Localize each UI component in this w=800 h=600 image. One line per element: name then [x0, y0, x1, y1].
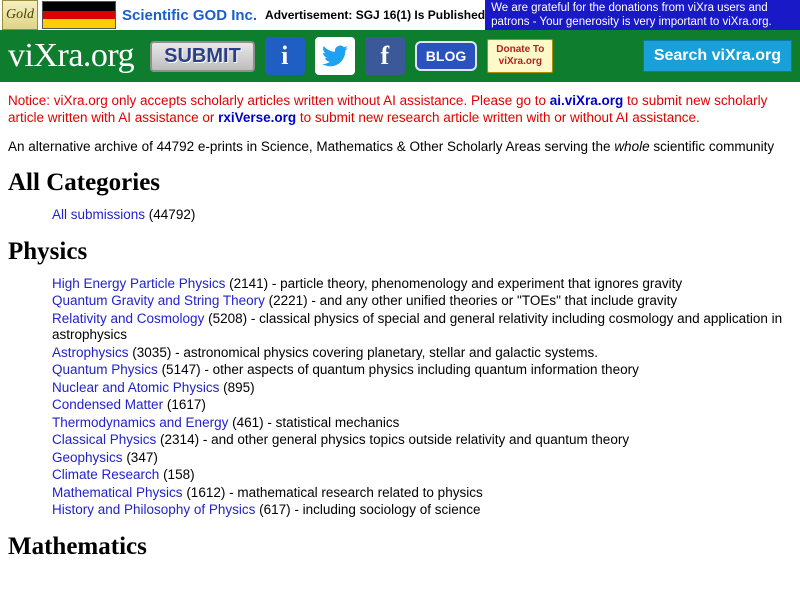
category-count: (461)	[232, 414, 264, 430]
info-icon[interactable]: i	[265, 37, 305, 75]
category-link-nuclear-and-atomic-physics[interactable]: Nuclear and Atomic Physics	[52, 379, 220, 395]
section-heading-physics: Physics	[8, 237, 88, 265]
donate-line-2: viXra.org	[498, 56, 542, 67]
category-desc: - and other general physics topics outside relativity and quantum theory	[199, 432, 630, 447]
category-count: (2221)	[268, 293, 308, 308]
category-list-all	[52, 207, 792, 224]
category-count: (5147)	[161, 362, 201, 377]
category-count: (5208)	[208, 310, 248, 326]
category-link-quantum-gravity-and-string-theory[interactable]: Quantum Gravity and String Theory	[52, 293, 265, 308]
list-item	[52, 207, 792, 224]
category-link-condensed-matter[interactable]: Condensed Matter	[52, 397, 164, 412]
advertisement-bar	[0, 0, 800, 30]
category-count: (2141)	[229, 275, 269, 291]
list-item	[52, 397, 792, 414]
list-item	[52, 345, 792, 362]
category-count: (347)	[126, 449, 158, 465]
section-heading-all-categories: All Categories	[8, 169, 161, 196]
category-desc: - statistical mechanics	[263, 414, 400, 430]
category-count: (895)	[223, 379, 255, 395]
intro-before: An alternative archive of 44792 e-prints in Science, Mathematics & Other Scholarly Areas serving the	[8, 139, 615, 154]
category-desc: - other aspects of quantum physics including quantum information theory	[200, 362, 639, 377]
gold-logo-icon: Gold	[2, 0, 38, 30]
advertisement-subtitle: Advertisement: SGJ 16(1) Is Published	[265, 8, 486, 22]
category-link-thermodynamics-and-energy[interactable]: Thermodynamics and Energy	[52, 414, 229, 430]
list-item	[52, 380, 792, 397]
intro-emphasis: whole	[614, 139, 650, 154]
category-link-climate-research[interactable]: Climate Research	[52, 467, 160, 482]
list-item	[52, 311, 792, 344]
list-item	[52, 485, 792, 502]
advertiser-name: Scientific GOD Inc.	[122, 6, 258, 24]
list-item	[52, 450, 792, 467]
list-item	[52, 502, 792, 519]
category-link-classical-physics[interactable]: Classical Physics	[52, 432, 157, 447]
rxiverse-link[interactable]: rxiVerse.org	[218, 110, 297, 125]
category-link-all-submissions[interactable]: All submissions	[52, 207, 146, 222]
list-item	[52, 362, 792, 379]
category-link-quantum-physics[interactable]: Quantum Physics	[52, 362, 158, 377]
page-content	[0, 82, 800, 561]
topbar-logos	[0, 0, 116, 30]
category-desc: - astronomical physics covering planetary, stellar and galactic systems.	[171, 344, 599, 360]
site-header	[0, 30, 800, 82]
category-count: (44792)	[148, 207, 196, 222]
search-button[interactable]: Search viXra.org	[643, 40, 792, 72]
notice-part-2: to submit new scholarly article written with AI assistance or	[8, 93, 768, 125]
blog-button[interactable]: BLOG	[415, 41, 477, 71]
list-item	[52, 432, 792, 449]
twitter-bird-icon	[322, 45, 348, 67]
category-count: (158)	[163, 467, 195, 482]
site-logo[interactable]: viXra.org	[8, 37, 135, 74]
category-count: (1617)	[166, 397, 206, 412]
category-desc: - mathematical research related to physics	[225, 484, 483, 500]
category-desc: - including sociology of science	[290, 502, 481, 517]
german-flag-icon	[42, 1, 116, 29]
twitter-icon[interactable]	[315, 37, 355, 75]
donate-line-1: Donate To	[496, 44, 545, 55]
intro-after: scientific community	[649, 139, 775, 154]
category-desc: - particle theory, phenomenology and experiment that ignores gravity	[268, 275, 683, 291]
section-heading-mathematics: Mathematics	[8, 532, 147, 560]
category-link-geophysics[interactable]: Geophysics	[52, 449, 123, 465]
ai-policy-notice	[8, 92, 792, 126]
ai-vixra-link[interactable]: ai.viXra.org	[549, 93, 624, 108]
list-item	[52, 415, 792, 432]
list-item	[52, 276, 792, 293]
advertisement-text[interactable]	[116, 0, 485, 30]
category-count: (617)	[259, 502, 291, 517]
category-link-history-and-philosophy-of-physics[interactable]: History and Philosophy of Physics	[52, 502, 256, 517]
category-count: (3035)	[132, 344, 172, 360]
notice-part-1: Notice: viXra.org only accepts scholarly articles written without AI assistance. Please go to	[8, 93, 550, 108]
category-desc: - classical physics of special and general relativity including cosmology and application in astrophysics	[52, 310, 783, 342]
submit-button[interactable]: SUBMIT	[150, 41, 255, 72]
category-link-high-energy-particle-physics[interactable]: High Energy Particle Physics	[52, 275, 226, 291]
category-link-astrophysics[interactable]: Astrophysics	[52, 344, 129, 360]
donate-button[interactable]	[487, 39, 553, 73]
facebook-icon[interactable]: f	[365, 37, 405, 75]
category-link-relativity-and-cosmology[interactable]: Relativity and Cosmology	[52, 310, 205, 326]
category-link-mathematical-physics[interactable]: Mathematical Physics	[52, 484, 183, 500]
site-description	[8, 138, 792, 155]
list-item	[52, 293, 792, 310]
donation-thankyou-banner: We are grateful for the donations from viXra users and patrons - Your generosity is very important to viXra.org.	[485, 0, 800, 30]
category-count: (2314)	[160, 432, 200, 447]
notice-part-3: to submit new research article written with or without AI assistance.	[296, 110, 700, 125]
category-desc: - and any other unified theories or "TOEs" that include gravity	[307, 293, 678, 308]
category-count: (1612)	[186, 484, 226, 500]
category-list-physics	[52, 276, 792, 519]
list-item	[52, 467, 792, 484]
